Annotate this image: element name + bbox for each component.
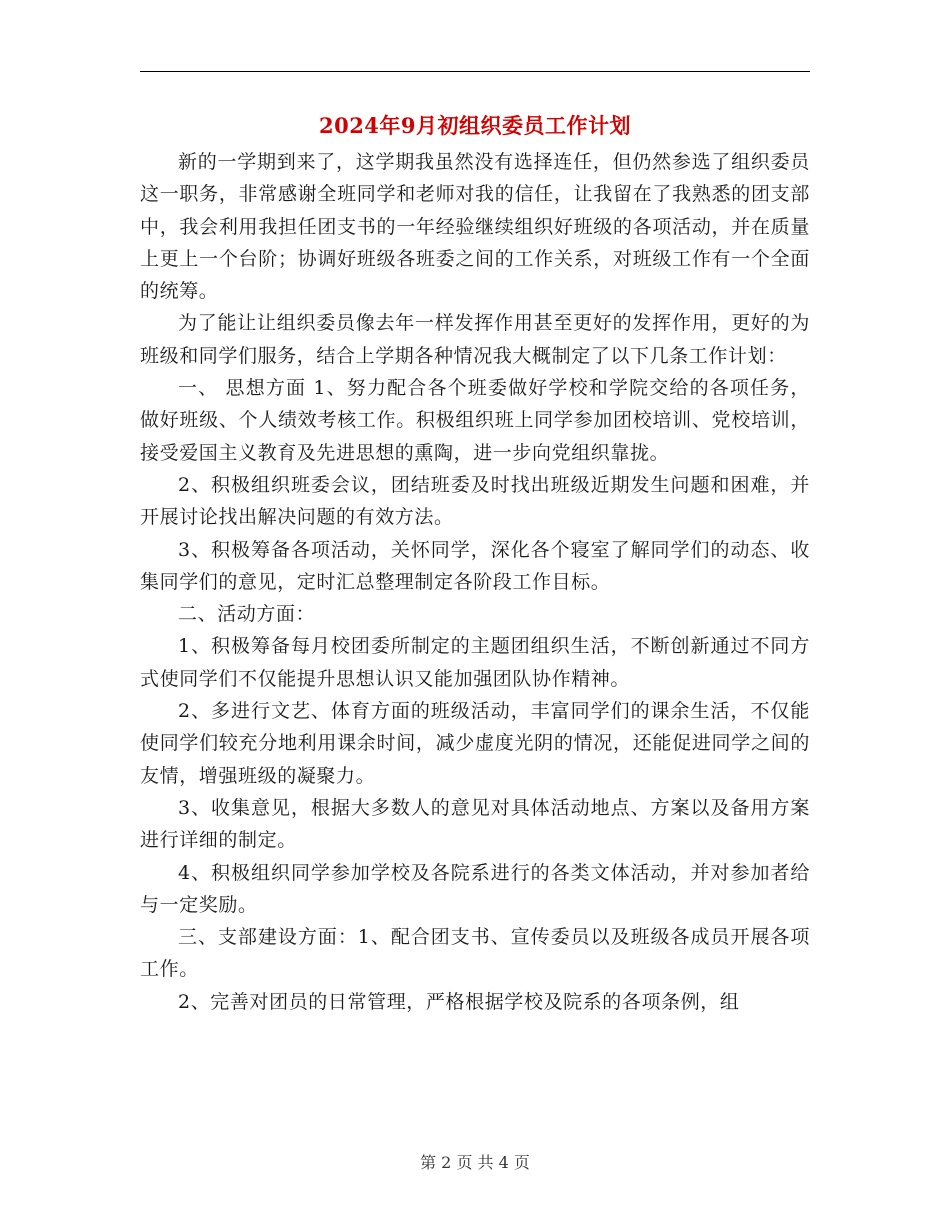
paragraph-intro: 新的一学期到来了，这学期我虽然没有选择连任，但仍然参选了组织委员这一职务，非常感谢全班同学和老师对我的信任，让我留在了我熟悉的团支部中，我会利用我担任团支书的一年经验继续组织好班级的各项活动，并在质量上更上一个台阶；协调好班级各班委之间的工作关系，对班级工作有一个全面的统筹。 [140, 151, 810, 303]
document-title: 2024年9月初组织委员工作计划 [318, 113, 632, 138]
document-body [140, 146, 810, 1018]
header-rule [140, 71, 810, 72]
paragraph-activity-2: 2、多进行文艺、体育方面的班级活动，丰富同学们的课余生活，不仅能使同学们较充分地利用课余时间，减少虚度光阴的情况，还能促进同学之间的友情，增强班级的凝聚力。 [140, 700, 810, 787]
paragraph-thought-2: 2、积极组织班委会议，团结班委及时找出班级近期发生问题和困难，并开展讨论找出解决问题的有效方法。 [140, 473, 810, 529]
paragraph-activity-4: 4、积极组织同学参加学校及各院系进行的各类文体活动，并对参加者给与一定奖励。 [140, 861, 810, 916]
paragraph-thought-3: 3、积极筹备各项活动，关怀同学，深化各个寝室了解同学们的动态、收集同学们的意见，定时汇总整理制定各阶段工作目标。 [140, 538, 810, 593]
paragraph-branch-2: 2、完善对团员的日常管理，严格根据学校及院系的各项条例，组 [178, 990, 740, 1013]
paragraph-activity-1: 1、积极筹备每月校团委所制定的主题团组织生活，不断创新通过不同方式使同学们不仅能提升思想认识又能加强团队协作精神。 [140, 635, 810, 690]
paragraph-activity-3: 3、收集意见，根据大多数人的意见对具体活动地点、方案以及备用方案进行详细的制定。 [140, 796, 810, 852]
page-number: 第 2 页 共 4 页 [420, 1153, 530, 1172]
paragraph-thought-1: 一、 思想方面 1、努力配合各个班委做好学校和学院交给的各项任务，做好班级、个人绩效考核工作。积极组织班上同学参加团校培训、党校培训，接受爱国主义教育及先进思想的熏陶，进一步向党组织靠拢。 [140, 377, 810, 464]
paragraph-branch-1: 三、支部建设方面：1、配合团支书、宣传委员以及班级各成员开展各项工作。 [140, 926, 810, 981]
section-heading-activities: 二、活动方面： [178, 603, 316, 626]
paragraph-plan-lead: 为了能让让组织委员像去年一样发挥作用甚至更好的发挥作用，更好的为班级和同学们服务，结合上学期各种情况我大概制定了以下几条工作计划： [140, 312, 810, 367]
